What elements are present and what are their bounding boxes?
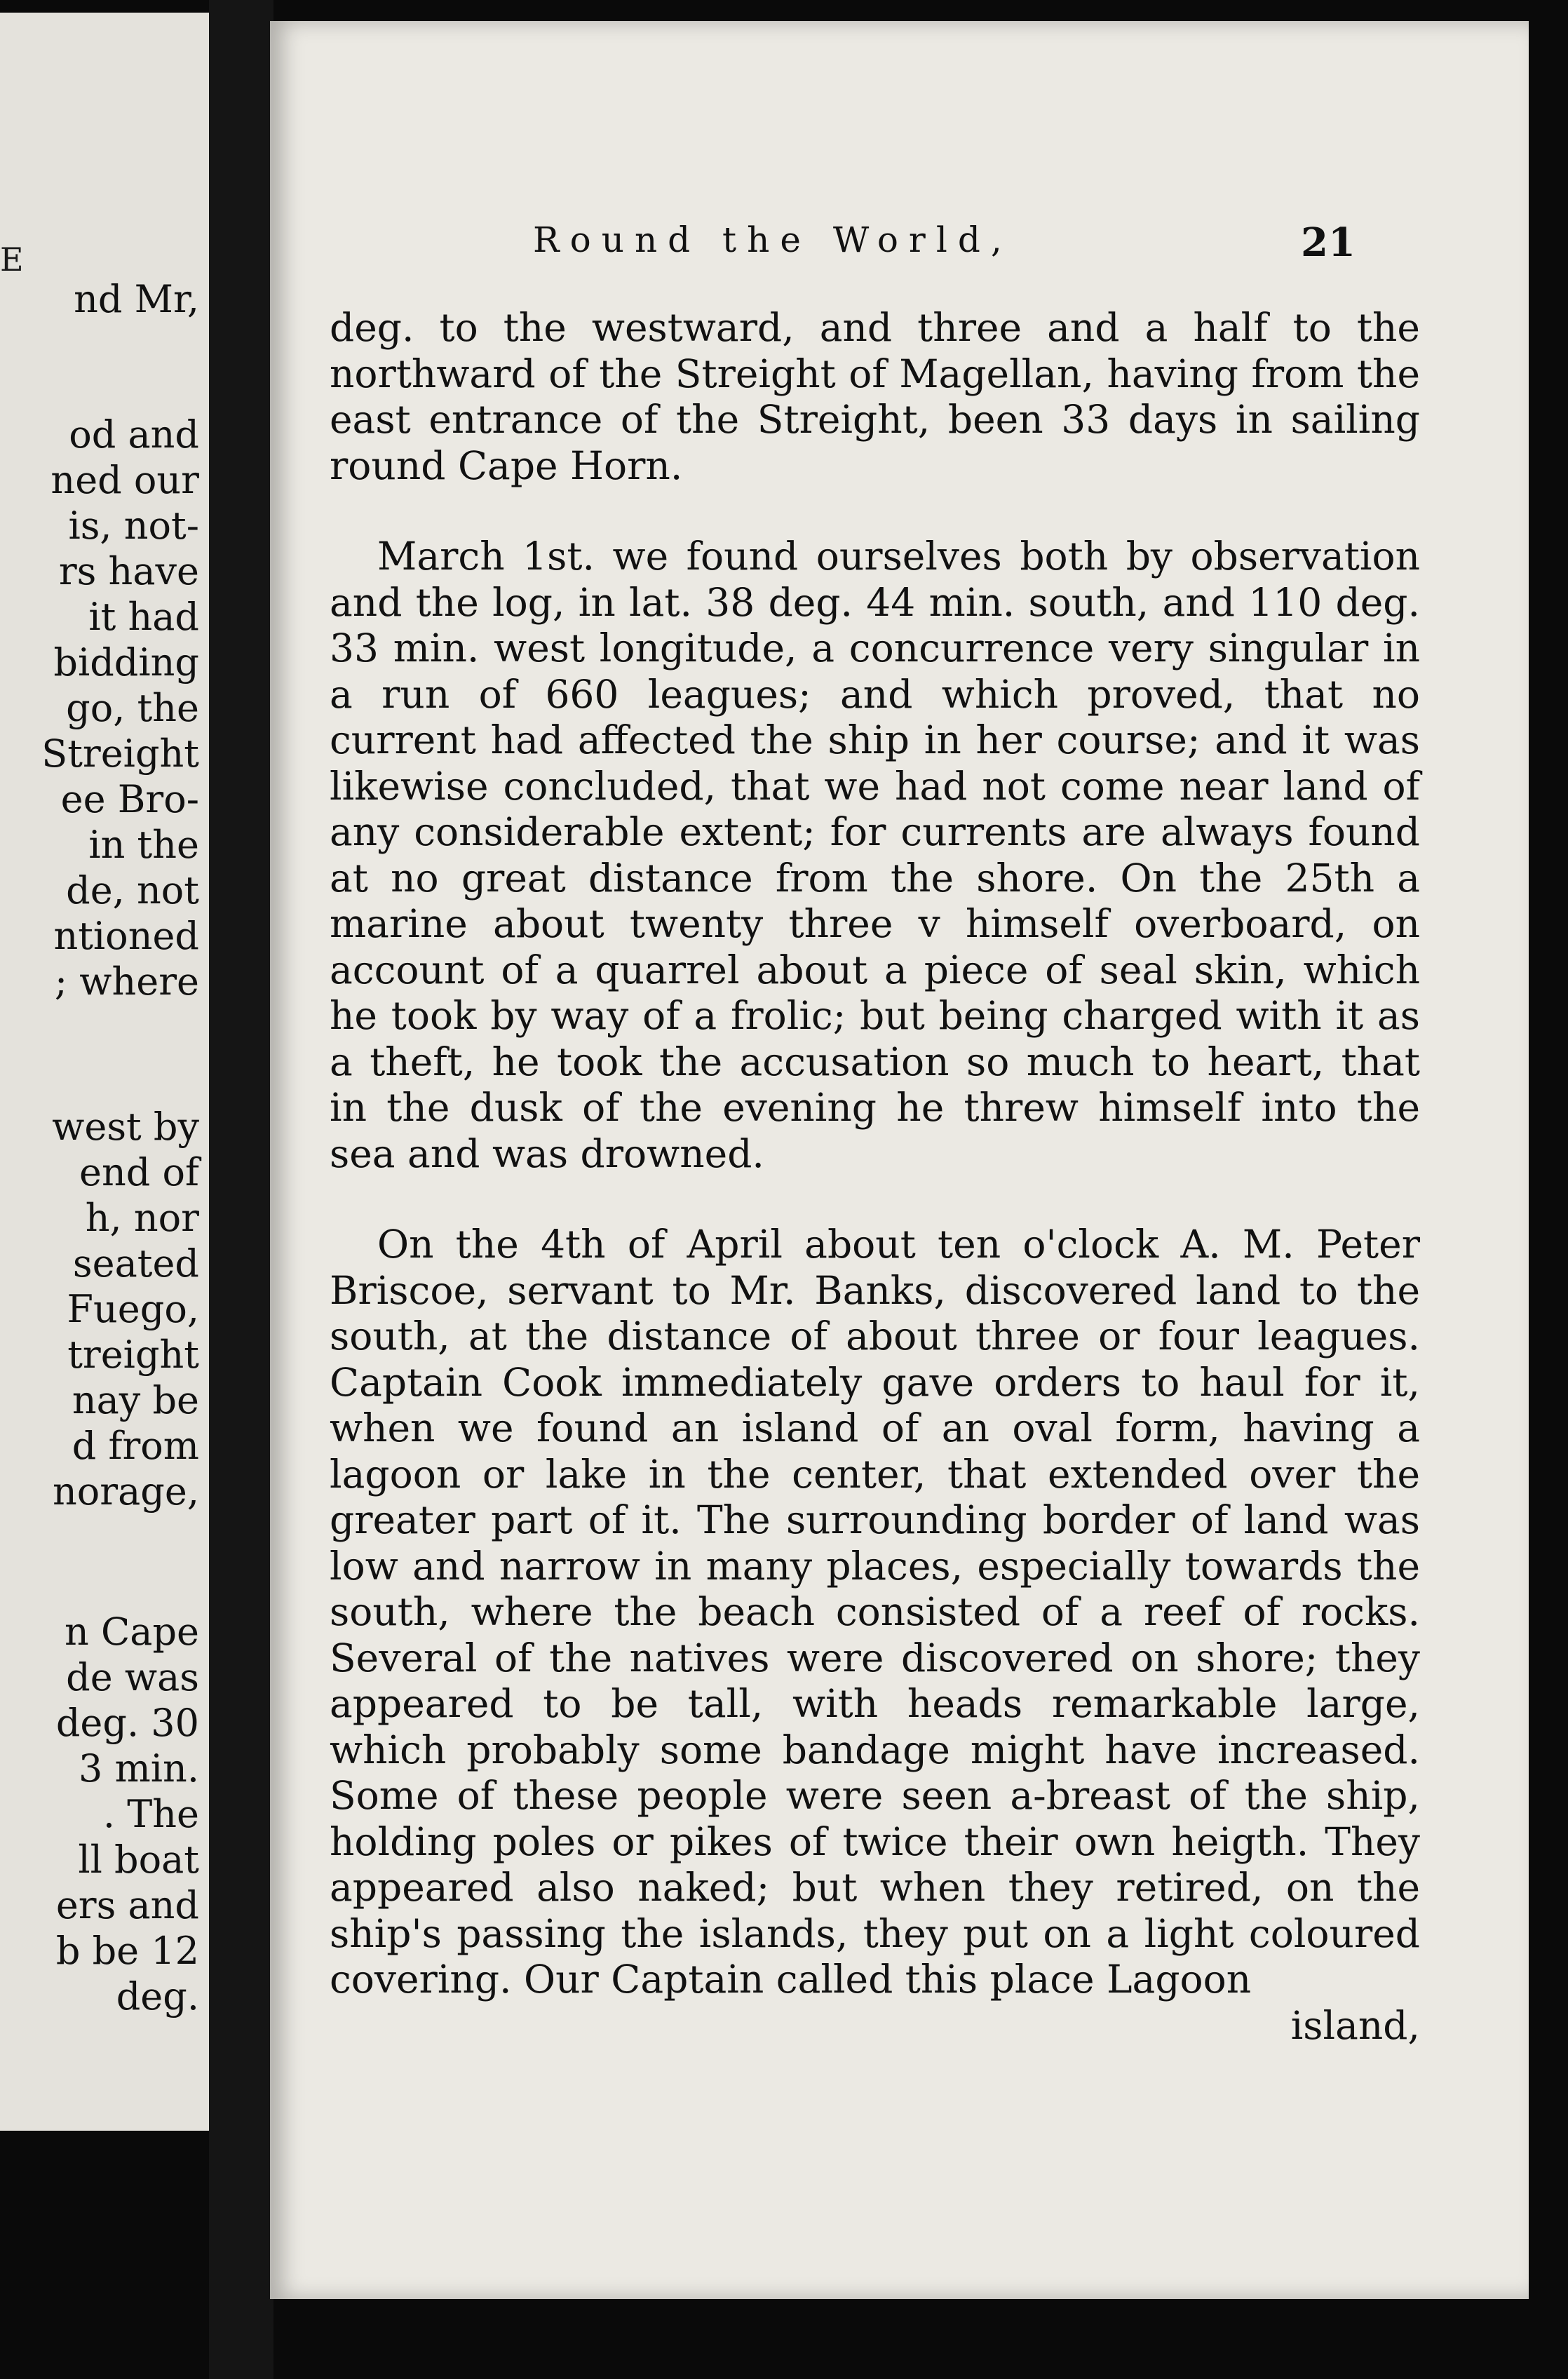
left-page-line: nd Mr,	[74, 277, 199, 321]
left-page-line: Streight	[41, 732, 199, 776]
left-page-line: rs have	[58, 549, 199, 593]
left-page-line: treight	[67, 1333, 199, 1377]
left-page-line: n Cape	[65, 1610, 199, 1654]
left-page-line: deg. 30	[55, 1701, 199, 1745]
right-page	[270, 21, 1529, 2299]
left-page-line: nay be	[72, 1378, 199, 1422]
paragraph-march: March 1st. we found ourselves both by observation and the log, in lat. 38 deg. 44 min. south, and 110 deg. 33 min. west longitude, a concurrence very singular in a run of 660 leagues; and which proved, that no current had affected the ship in her course; and it was likewise concluded, that we had not come near land of any considerable extent; for currents are always found at no great distance from the shore. On the 25th a marine about twenty three v himself overboard, on account of a quarrel about a piece of seal skin, which he took by way of a frolic; but being charged with it as a theft, he took the accusation so much to heart, that in the dusk of the evening he threw himself into the sea and was drowned.	[330, 534, 1420, 1176]
left-page-line: ned our	[50, 458, 199, 502]
left-page-line: de, not	[66, 868, 199, 912]
left-page-line: is, not-	[68, 504, 199, 548]
running-header: Round the World,	[533, 220, 1013, 260]
paragraph-april: On the 4th of April about ten o'clock A. M. Peter Briscoe, servant to Mr. Banks, discovered land to the south, at the distance of about three or four leagues. Captain Cook immediately gave orders to haul for it, when we found an island of an oval form, having a lagoon or lake in the center, that extended over the greater part of it. The surrounding border of land was low and narrow in many places, especially towards the south, where the beach consisted of a reef of rocks. Several of the natives were discovered on shore; they appeared to be tall, with heads remarkable large, which probably some bandage might have increased. Some of these people were seen a-breast of the ship, holding poles or pikes of twice their own heigth. They appeared also naked; but when they retired, on the ship's passing the islands, they put on a light coloured covering. Our Captain called this place Lagoon	[330, 1222, 1420, 2002]
left-page-line: in the	[88, 823, 199, 867]
left-page-line: b be 12	[55, 1929, 199, 1973]
left-page-line: . The	[102, 1792, 199, 1836]
paragraph-continuation: deg. to the westward, and three and a half to the northward of the Streight of Magellan, having from the east entrance of the Streight, been 33 days in sailing round Cape Horn.	[330, 305, 1420, 488]
left-page-line: seated	[72, 1241, 199, 1286]
left-page-line: ee Bro-	[60, 777, 199, 821]
left-page-line: end of	[79, 1150, 199, 1194]
left-page-line: d from	[72, 1424, 199, 1468]
left-page-line: od and	[69, 412, 199, 457]
left-page-line: west by	[52, 1105, 199, 1149]
left-page-line: h, nor	[85, 1196, 199, 1240]
left-page-line: ll boat	[78, 1838, 199, 1882]
left-page-line: ers and	[55, 1883, 199, 1927]
page-body	[330, 305, 1420, 2049]
left-page-line: go, the	[66, 686, 199, 730]
left-page	[0, 13, 209, 2131]
page-number: 21	[1301, 220, 1356, 266]
left-page-header: E	[0, 241, 28, 278]
left-page-line: Fuego,	[67, 1287, 199, 1331]
left-page-line: bidding	[53, 640, 199, 685]
left-page-line: it had	[88, 595, 199, 639]
left-page-line: ntioned	[53, 914, 199, 958]
left-page-line: norage,	[53, 1469, 199, 1514]
left-page-line: deg.	[116, 1974, 199, 2019]
book-gutter	[209, 0, 273, 2379]
left-page-line: de was	[66, 1655, 199, 1699]
left-page-line: ; where	[54, 959, 199, 1004]
catchword: island,	[1290, 2002, 1420, 2048]
left-page-line: 3 min.	[79, 1746, 199, 1791]
